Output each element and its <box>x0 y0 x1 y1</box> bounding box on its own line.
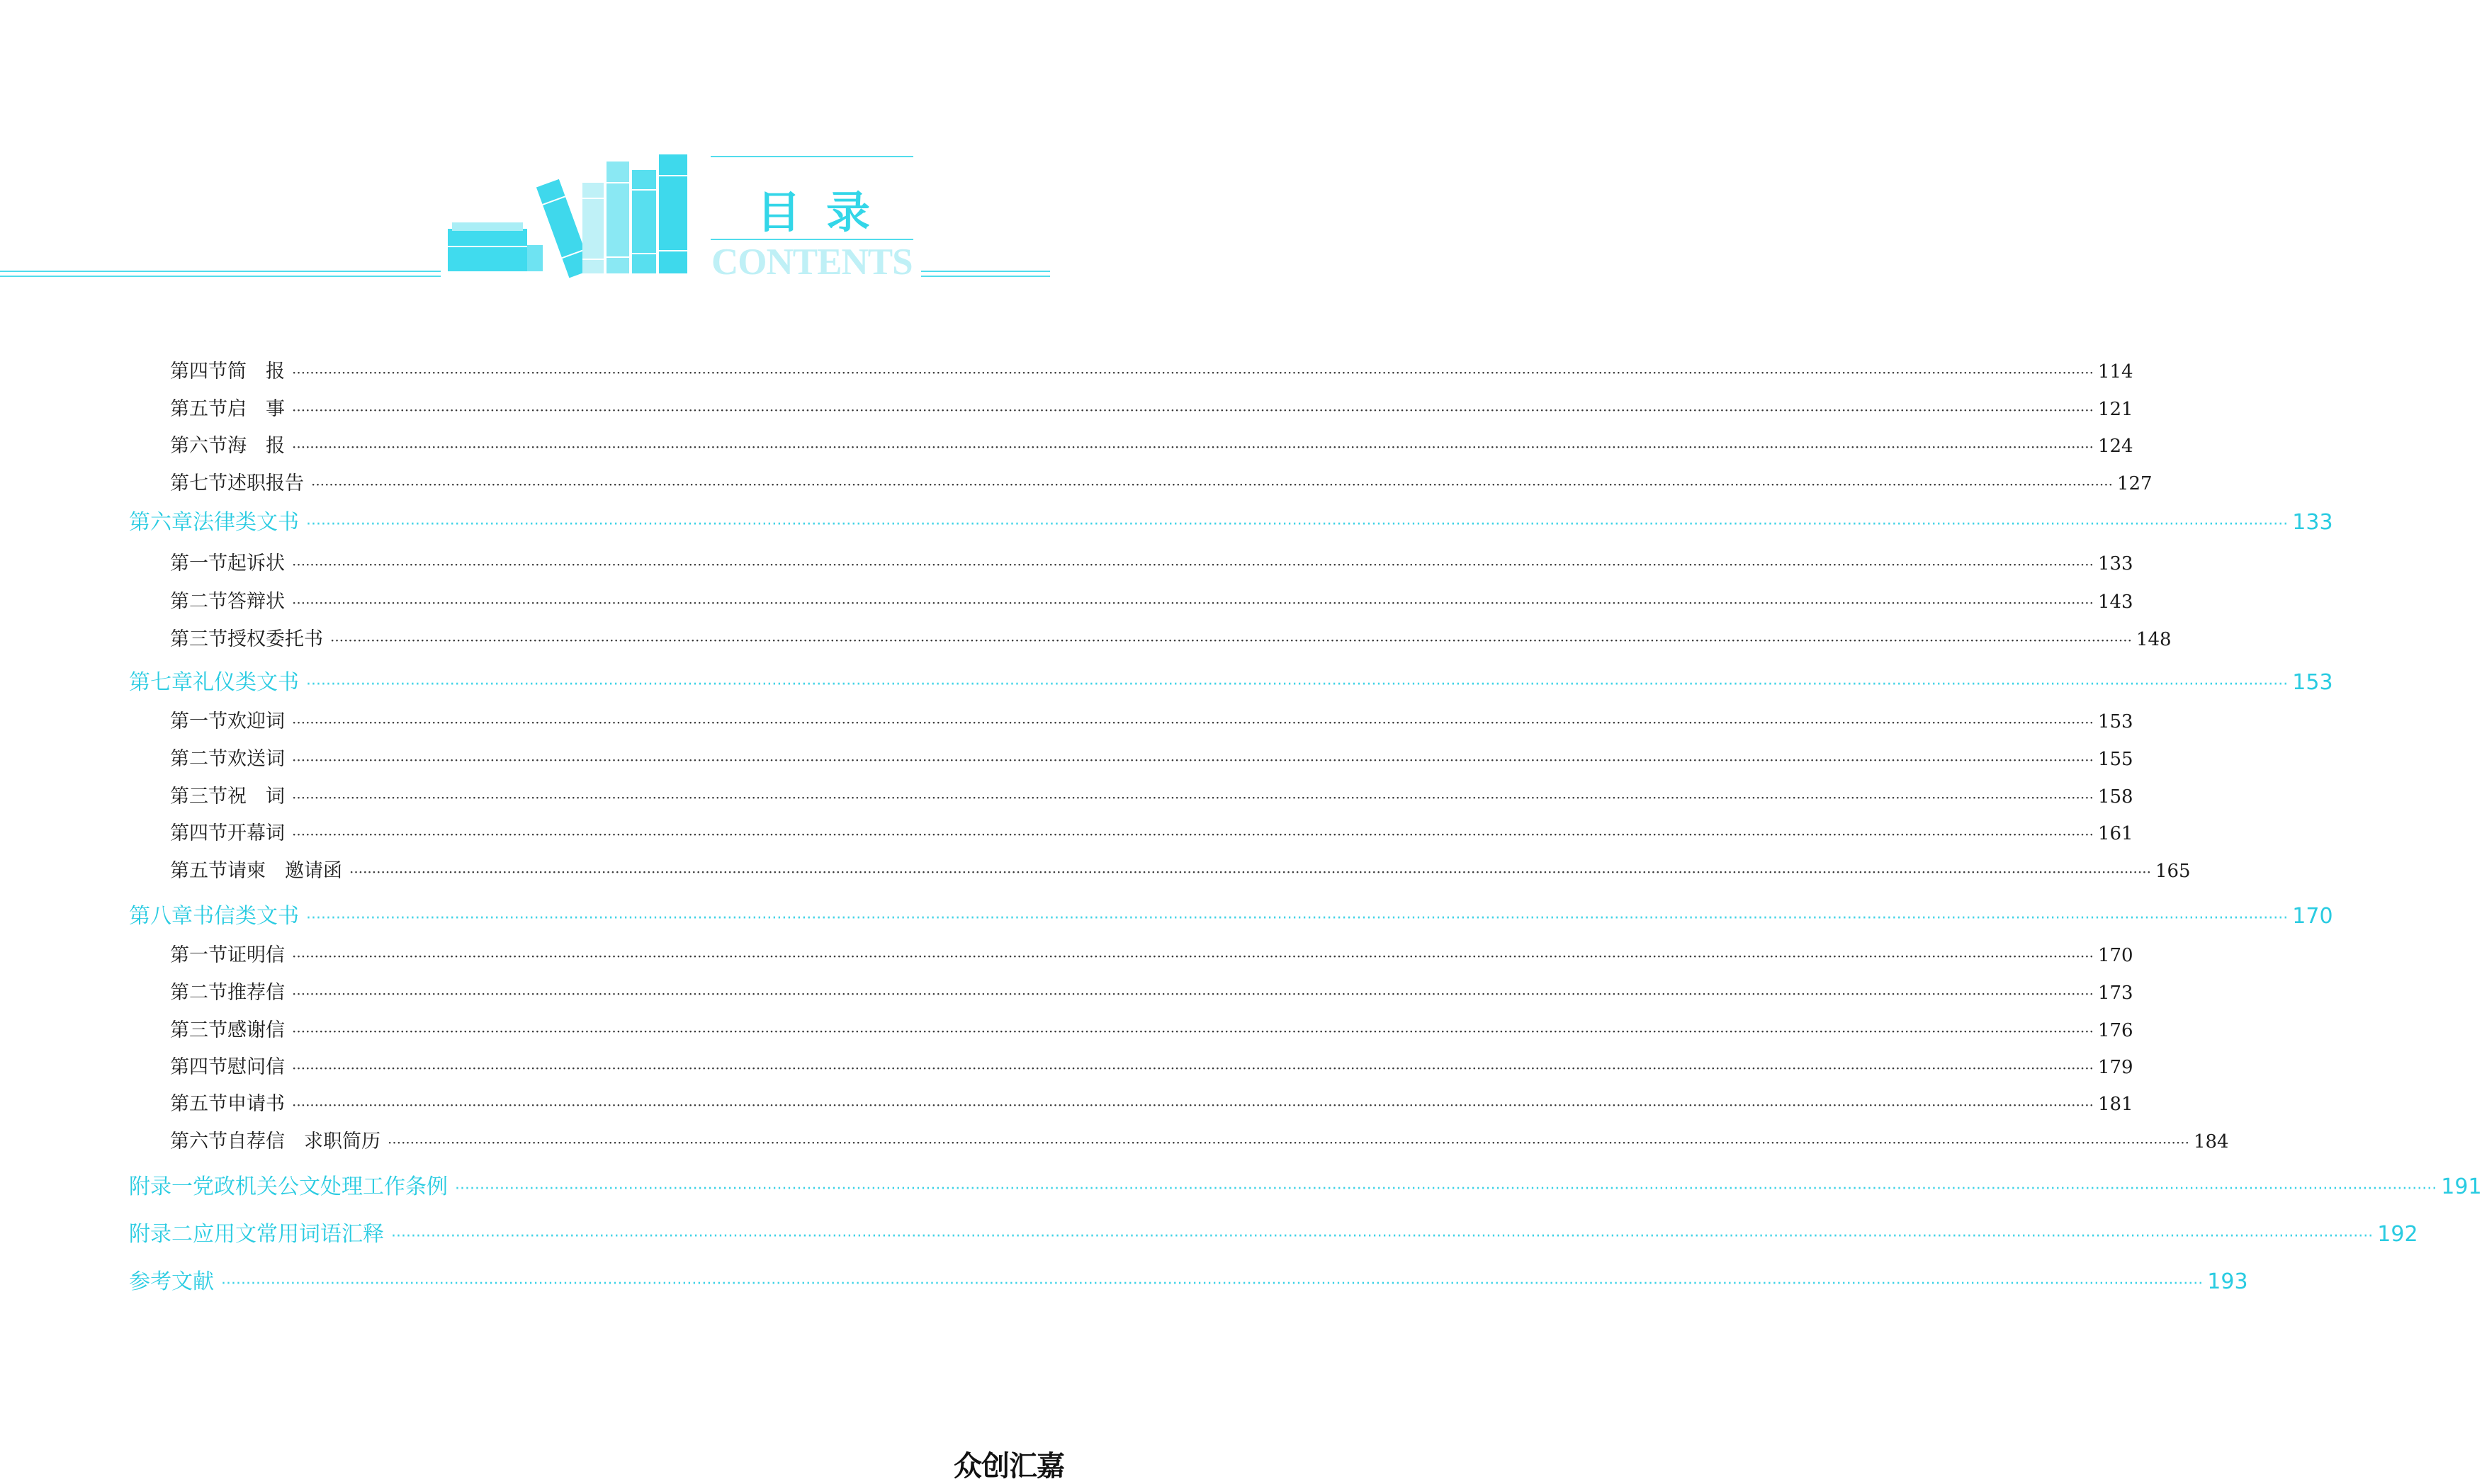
toc-section-entry[interactable] <box>170 1051 2133 1080</box>
dot-leader: ················································································································································································································································································································································································································ <box>311 476 2113 493</box>
toc-entry-title: 自荐信 求职简历 <box>227 1131 380 1152</box>
toc-section-entry[interactable] <box>170 468 2153 496</box>
dot-leader: ················································································································································································································································································································································································································ <box>292 1023 2094 1040</box>
dot-leader: ················································································································································································································································································································································································································ <box>292 985 2094 1002</box>
toc-entry-page: 193 <box>2207 1269 2248 1294</box>
dot-leader: ················································································································································································································································································································································································································ <box>292 438 2094 455</box>
toc-entry-number: 第三节 <box>170 786 227 808</box>
toc-entry-title: 参考文献 <box>129 1269 214 1294</box>
toc-entry-number: 第一节 <box>170 944 227 966</box>
toc-section-entry[interactable] <box>170 1126 2229 1154</box>
toc-entry-page: 165 <box>2155 861 2191 882</box>
dot-leader: ················································································································································································································································································································································································································ <box>292 1097 2094 1114</box>
toc-entry-title: 请柬 邀请函 <box>227 860 342 882</box>
toc-entry-page: 176 <box>2097 1020 2133 1041</box>
toc-entry-page: 192 <box>2377 1222 2418 1247</box>
toc-entry-number: 第五节 <box>170 1093 227 1115</box>
toc-entry-page: 153 <box>2097 711 2133 732</box>
toc-section-entry[interactable] <box>170 393 2133 421</box>
toc-entry-title: 礼仪类文书 <box>193 670 299 695</box>
toc-section-entry[interactable] <box>170 430 2133 458</box>
toc-section-entry[interactable] <box>170 939 2133 968</box>
toc-entry-number: 第四节 <box>170 1056 227 1078</box>
toc-entry-page: 133 <box>2097 553 2133 574</box>
dot-leader: ················································································································································································································································································································································································································ <box>306 910 2289 927</box>
toc-entry-page: 158 <box>2097 786 2133 808</box>
dot-leader: ················································································································································································································································································································································································································ <box>292 826 2094 843</box>
dot-leader: ················································································································································································································································································································································································································ <box>292 556 2094 573</box>
toc-entry-number: 第八章 <box>129 904 193 929</box>
page-title: 目录 <box>756 186 896 238</box>
header-rule-left <box>0 271 441 272</box>
toc-section-entry[interactable] <box>170 623 2172 652</box>
toc-entry-page: 179 <box>2097 1057 2133 1078</box>
toc-entry-title: 祝 词 <box>227 786 285 808</box>
toc-entry-title: 证明信 <box>227 944 285 966</box>
dot-leader: ················································································································································································································································································································································································································ <box>330 632 2132 649</box>
toc-entry-page: 127 <box>2116 473 2153 494</box>
toc-entry-number: 第五节 <box>170 398 227 420</box>
toc-entry-number: 第六章 <box>129 510 193 535</box>
toc-entry-page: 161 <box>2097 823 2133 844</box>
toc-entry-number: 第七章 <box>129 670 193 695</box>
title-box <box>711 156 916 239</box>
header-rule-left-2 <box>0 276 441 277</box>
toc-entry-title: 答辩状 <box>227 591 285 613</box>
toc-entry-page: 148 <box>2136 629 2172 650</box>
toc-section-entry[interactable] <box>170 855 2191 883</box>
toc-entry-number: 第六节 <box>170 435 227 457</box>
toc-entry-page: 173 <box>2097 982 2133 1004</box>
toc-entry-title: 感谢信 <box>227 1019 285 1041</box>
header-rule-right-2 <box>921 276 1050 277</box>
dot-leader: ················································································································································································································································································································································································································ <box>292 752 2094 769</box>
dot-leader: ················································································································································································································································································································································································································ <box>306 516 2289 533</box>
toc-entry-number: 第六节 <box>170 1131 227 1152</box>
toc-section-entry[interactable] <box>170 1014 2133 1043</box>
dot-leader: ················································································································································································································································································································································································································ <box>455 1180 2437 1198</box>
toc-chapter-entry[interactable] <box>129 664 2333 696</box>
toc-entry-number: 附录二 <box>129 1222 193 1247</box>
toc-entry-page: 184 <box>2193 1131 2229 1152</box>
toc-section-entry[interactable] <box>170 1088 2133 1116</box>
toc-entry-page: 153 <box>2292 670 2333 695</box>
dot-leader: ················································································································································································································································································································································································································ <box>306 676 2289 693</box>
toc-entry-title: 党政机关公文处理工作条例 <box>193 1174 448 1199</box>
toc-entry-page: 143 <box>2097 591 2133 613</box>
toc-section-entry[interactable] <box>170 743 2133 771</box>
dot-leader: ················································································································································································································································································································································································································ <box>221 1275 2204 1293</box>
dot-leader: ················································································································································································································································································································································································································ <box>292 364 2094 381</box>
toc-entry-title: 授权委托书 <box>227 628 323 650</box>
toc-entry-title: 欢送词 <box>227 748 285 770</box>
page-title-english: CONTENTS <box>711 242 913 283</box>
toc-entry-title: 述职报告 <box>227 472 304 494</box>
toc-section-entry[interactable] <box>170 356 2133 384</box>
toc-entry-title: 简 报 <box>227 361 285 383</box>
toc-section-entry[interactable] <box>170 548 2133 576</box>
toc-entry-page: 181 <box>2097 1094 2133 1115</box>
toc-entry-page: 170 <box>2292 904 2333 929</box>
toc-entry-page: 155 <box>2097 749 2133 770</box>
toc-chapter-entry[interactable] <box>129 1264 2248 1295</box>
dot-leader: ················································································································································································································································································································································································································ <box>391 1228 2374 1245</box>
toc-entry-page: 124 <box>2097 436 2133 457</box>
toc-section-entry[interactable] <box>170 706 2133 734</box>
toc-section-entry[interactable] <box>170 781 2133 809</box>
toc-chapter-entry[interactable] <box>129 1216 2418 1247</box>
toc-entry-number: 第二节 <box>170 591 227 613</box>
toc-section-entry[interactable] <box>170 977 2133 1005</box>
toc-entry-number: 第五节 <box>170 860 227 882</box>
dot-leader: ················································································································································································································································································································································································································ <box>292 402 2094 419</box>
toc-entry-title: 应用文常用词语汇释 <box>193 1222 384 1247</box>
toc-entry-title: 法律类文书 <box>193 510 299 535</box>
dot-leader: ················································································································································································································································································································································································································ <box>292 948 2094 965</box>
toc-entry-page: 133 <box>2292 510 2333 535</box>
dot-leader: ················································································································································································································································································································································································································ <box>292 1060 2094 1077</box>
toc-entry-title: 慰问信 <box>227 1056 285 1078</box>
toc-entry-number: 第四节 <box>170 361 227 383</box>
toc-entry-page: 114 <box>2097 361 2133 383</box>
toc-entry-title: 书信类文书 <box>193 904 299 929</box>
toc-entry-number: 第三节 <box>170 1019 227 1041</box>
dot-leader: ················································································································································································································································································································································································································ <box>349 863 2151 880</box>
header-rule-right <box>921 271 1050 272</box>
toc-entry-title: 海 报 <box>227 435 285 457</box>
dot-leader: ················································································································································································································································································································································································································ <box>292 594 2094 611</box>
toc-entry-title: 起诉状 <box>227 553 285 574</box>
toc-section-entry[interactable] <box>170 817 2133 846</box>
toc-entry-number: 第四节 <box>170 822 227 844</box>
toc-section-entry[interactable] <box>170 586 2133 614</box>
dot-leader: ················································································································································································································································································································································································································ <box>292 789 2094 806</box>
toc-chapter-entry[interactable] <box>129 1169 2482 1200</box>
toc-entry-number: 第一节 <box>170 553 227 574</box>
dot-leader: ················································································································································································································································································································································································································ <box>292 714 2094 731</box>
toc-entry-number: 第七节 <box>170 472 227 494</box>
toc-entry-title: 推荐信 <box>227 982 285 1004</box>
toc-entry-number: 第二节 <box>170 982 227 1004</box>
toc-entry-number: 第一节 <box>170 710 227 732</box>
toc-entry-title: 申请书 <box>227 1093 285 1115</box>
toc-entry-page: 170 <box>2097 945 2133 966</box>
toc-entry-page: 121 <box>2097 399 2133 420</box>
watermark: 众创汇嘉 <box>954 1450 1064 1483</box>
toc-entry-number: 附录一 <box>129 1174 193 1199</box>
toc-entry-title: 启 事 <box>227 398 285 420</box>
dot-leader: ················································································································································································································································································································································································································ <box>388 1134 2189 1151</box>
bookshelf-icon <box>445 154 694 276</box>
toc-chapter-entry[interactable] <box>129 898 2333 929</box>
toc-entry-page: 191 <box>2441 1174 2482 1199</box>
toc-entry-title: 开幕词 <box>227 822 285 844</box>
toc-entry-title: 欢迎词 <box>227 710 285 732</box>
toc-chapter-entry[interactable] <box>129 504 2333 536</box>
toc-entry-number: 第三节 <box>170 628 227 650</box>
toc-entry-number: 第二节 <box>170 748 227 770</box>
